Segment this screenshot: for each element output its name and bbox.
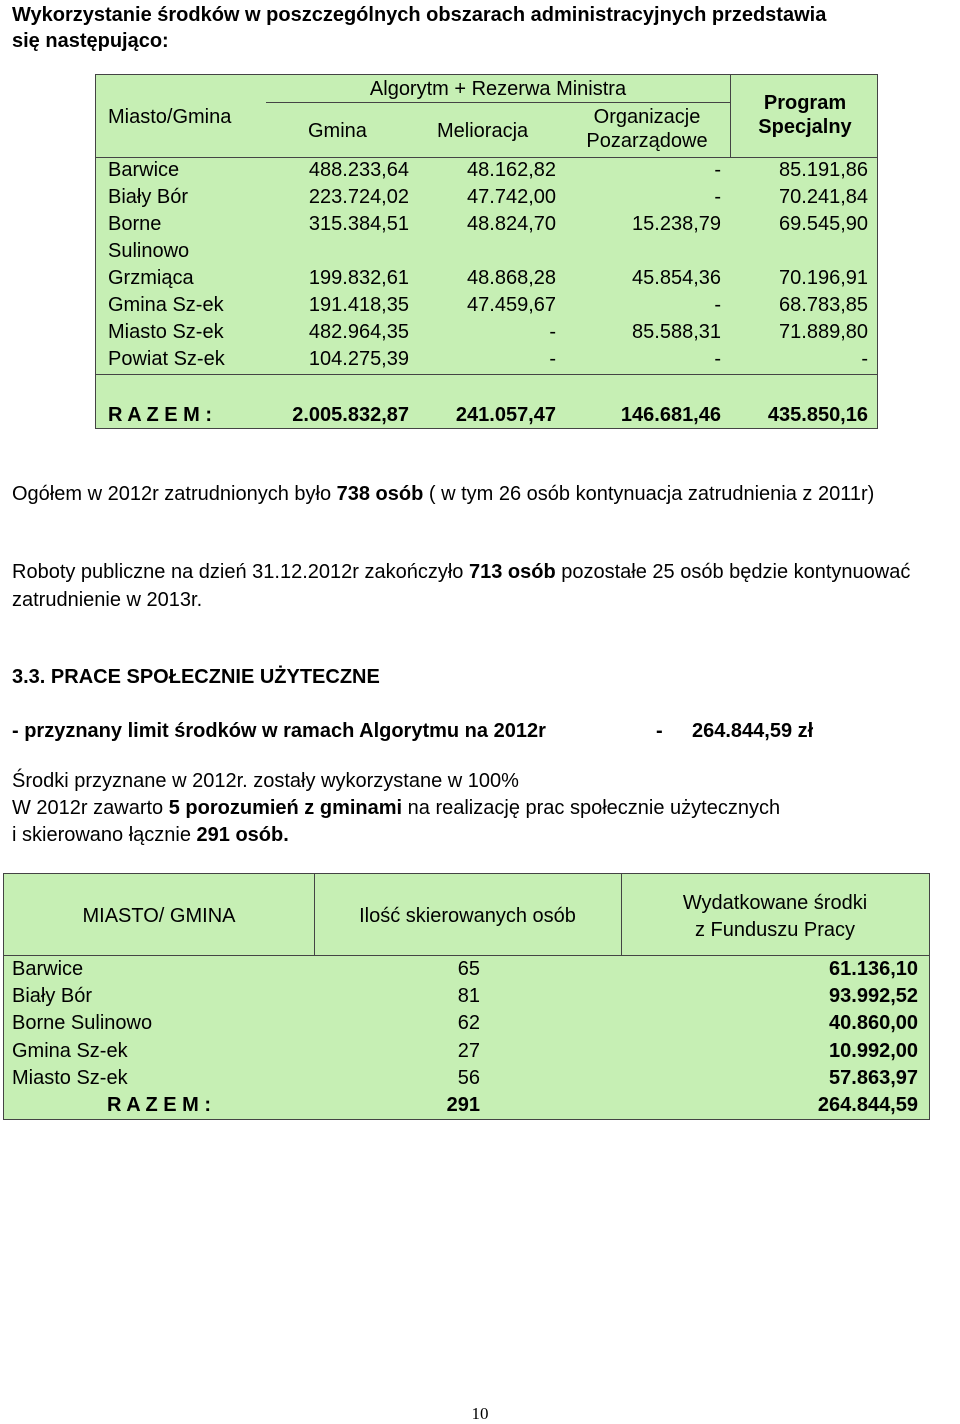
- table-line: [96, 374, 877, 375]
- total-melioracja: 241.057,47: [455, 404, 556, 426]
- row-program: 70.241,84: [779, 186, 868, 208]
- total-funds: 264.844,59: [817, 1094, 918, 1116]
- row-count: 65: [457, 958, 480, 980]
- row-name: Borne Sulinowo: [12, 1012, 153, 1034]
- header-melioracja: Melioracja: [437, 120, 529, 142]
- row-funds: 93.992,52: [829, 985, 918, 1007]
- row-count: 62: [457, 1012, 480, 1034]
- header-program: Program Specjalny: [758, 92, 852, 138]
- row-org: -: [714, 186, 721, 208]
- row-gmina: 315.384,51: [308, 213, 409, 235]
- total-label: R A Z E M :: [108, 404, 213, 426]
- row-program: 71.889,80: [779, 321, 868, 343]
- row-funds: 40.860,00: [829, 1012, 918, 1034]
- header-city: Miasto/Gmina: [108, 106, 232, 128]
- table-line: [4, 955, 929, 956]
- row-funds: 57.863,97: [829, 1067, 918, 1089]
- total-count: 291: [446, 1094, 480, 1116]
- row-program: 68.783,85: [779, 294, 868, 316]
- row-program: -: [861, 348, 868, 370]
- row-org: 15.238,79: [632, 213, 721, 235]
- row-org: -: [714, 294, 721, 316]
- row-count: 56: [457, 1067, 480, 1089]
- header-city: MIASTO/ GMINA: [82, 905, 236, 927]
- row-program: 70.196,91: [779, 267, 868, 289]
- total-org: 146.681,46: [620, 404, 721, 426]
- row-name: Miasto Sz-ek: [108, 321, 224, 343]
- row-funds: 10.992,00: [829, 1040, 918, 1062]
- row-gmina: 223.724,02: [308, 186, 409, 208]
- row-program: 69.545,90: [779, 213, 868, 235]
- row-melioracja: 48.824,70: [467, 213, 556, 235]
- row-melioracja: 48.868,28: [467, 267, 556, 289]
- row-name: Gmina Sz-ek: [12, 1040, 128, 1062]
- row-name: Powiat Sz-ek: [108, 348, 225, 370]
- section-number: 3.3.: [12, 666, 46, 688]
- header-org: Organizacje Pozarządowe: [586, 106, 708, 152]
- intro-line-1: Wykorzystanie środków w poszczególnych obszarach administracyjnych przedstawia: [12, 4, 827, 26]
- row-melioracja: 47.459,67: [467, 294, 556, 316]
- total-program: 435.850,16: [767, 404, 868, 426]
- section-title: PRACE SPOŁECZNIE UŻYTECZNE: [50, 666, 380, 688]
- row-name: Biały Bór: [108, 186, 189, 208]
- limit-line: [12, 718, 952, 744]
- row-org: -: [714, 348, 721, 370]
- row-gmina: 482.964,35: [308, 321, 409, 343]
- row-gmina: 488.233,64: [308, 159, 409, 181]
- row-name: Gmina Sz-ek: [108, 294, 224, 316]
- row-name: Biały Bór: [12, 985, 93, 1007]
- row-gmina: 199.832,61: [308, 267, 409, 289]
- row-melioracja: -: [549, 348, 556, 370]
- row-name-continued: Sulinowo: [108, 240, 190, 262]
- row-org: 45.854,36: [632, 267, 721, 289]
- limit-dash: -: [656, 720, 663, 742]
- row-count: 27: [457, 1040, 480, 1062]
- sue-table: [3, 873, 930, 1120]
- row-melioracja: 47.742,00: [467, 186, 556, 208]
- row-count: 81: [457, 985, 480, 1007]
- row-gmina: 191.418,35: [308, 294, 409, 316]
- table-line: [266, 102, 730, 103]
- employment-summary: Ogółem w 2012r zatrudnionych było 738 osób ( w tym 26 osób kontynuacja zatrudnienia z 2011r): [12, 483, 875, 505]
- page-number: 10: [471, 1404, 489, 1423]
- header-gmina: Gmina: [308, 120, 367, 142]
- row-name: Barwice: [12, 958, 84, 980]
- intro-line-2: się następująco:: [12, 30, 169, 52]
- header-count: Ilość skierowanych osób: [359, 905, 576, 927]
- row-name: Grzmiąca: [108, 267, 194, 289]
- row-name: Barwice: [108, 159, 180, 181]
- row-funds: 61.136,10: [829, 958, 918, 980]
- limit-text: - przyznany limit środków w ramach Algorytmu na 2012r: [12, 720, 546, 742]
- public-works-summary: Roboty publiczne na dzień 31.12.2012r zakończyło 713 osób pozostałe 25 osób będzie kontynuować zatrudnienie w 2013r.: [12, 561, 911, 611]
- total-gmina: 2.005.832,87: [292, 404, 409, 426]
- row-gmina: 104.275,39: [308, 348, 409, 370]
- row-org: 85.588,31: [632, 321, 721, 343]
- row-melioracja: -: [549, 321, 556, 343]
- funds-by-area-table: [95, 74, 878, 429]
- row-org: -: [714, 159, 721, 181]
- row-name: Borne: [108, 213, 162, 235]
- row-melioracja: 48.162,82: [467, 159, 556, 181]
- limit-value: 264.844,59 zł: [692, 720, 814, 742]
- row-name: Miasto Sz-ek: [12, 1067, 128, 1089]
- total-label: R A Z E M :: [106, 1094, 212, 1116]
- header-group: Algorytm + Rezerwa Ministra: [369, 78, 627, 100]
- sue-summary: Środki przyznane w 2012r. zostały wykorzystane w 100% W 2012r zawarto 5 porozumień z gminami na realizację prac społecznie użytecznych i skierowano łącznie 291 osób.: [12, 770, 781, 846]
- row-program: 85.191,86: [779, 159, 868, 181]
- section-heading: [12, 664, 380, 690]
- intro-heading: [12, 2, 960, 54]
- header-funds: Wydatkowane środki z Funduszu Pracy: [682, 892, 868, 941]
